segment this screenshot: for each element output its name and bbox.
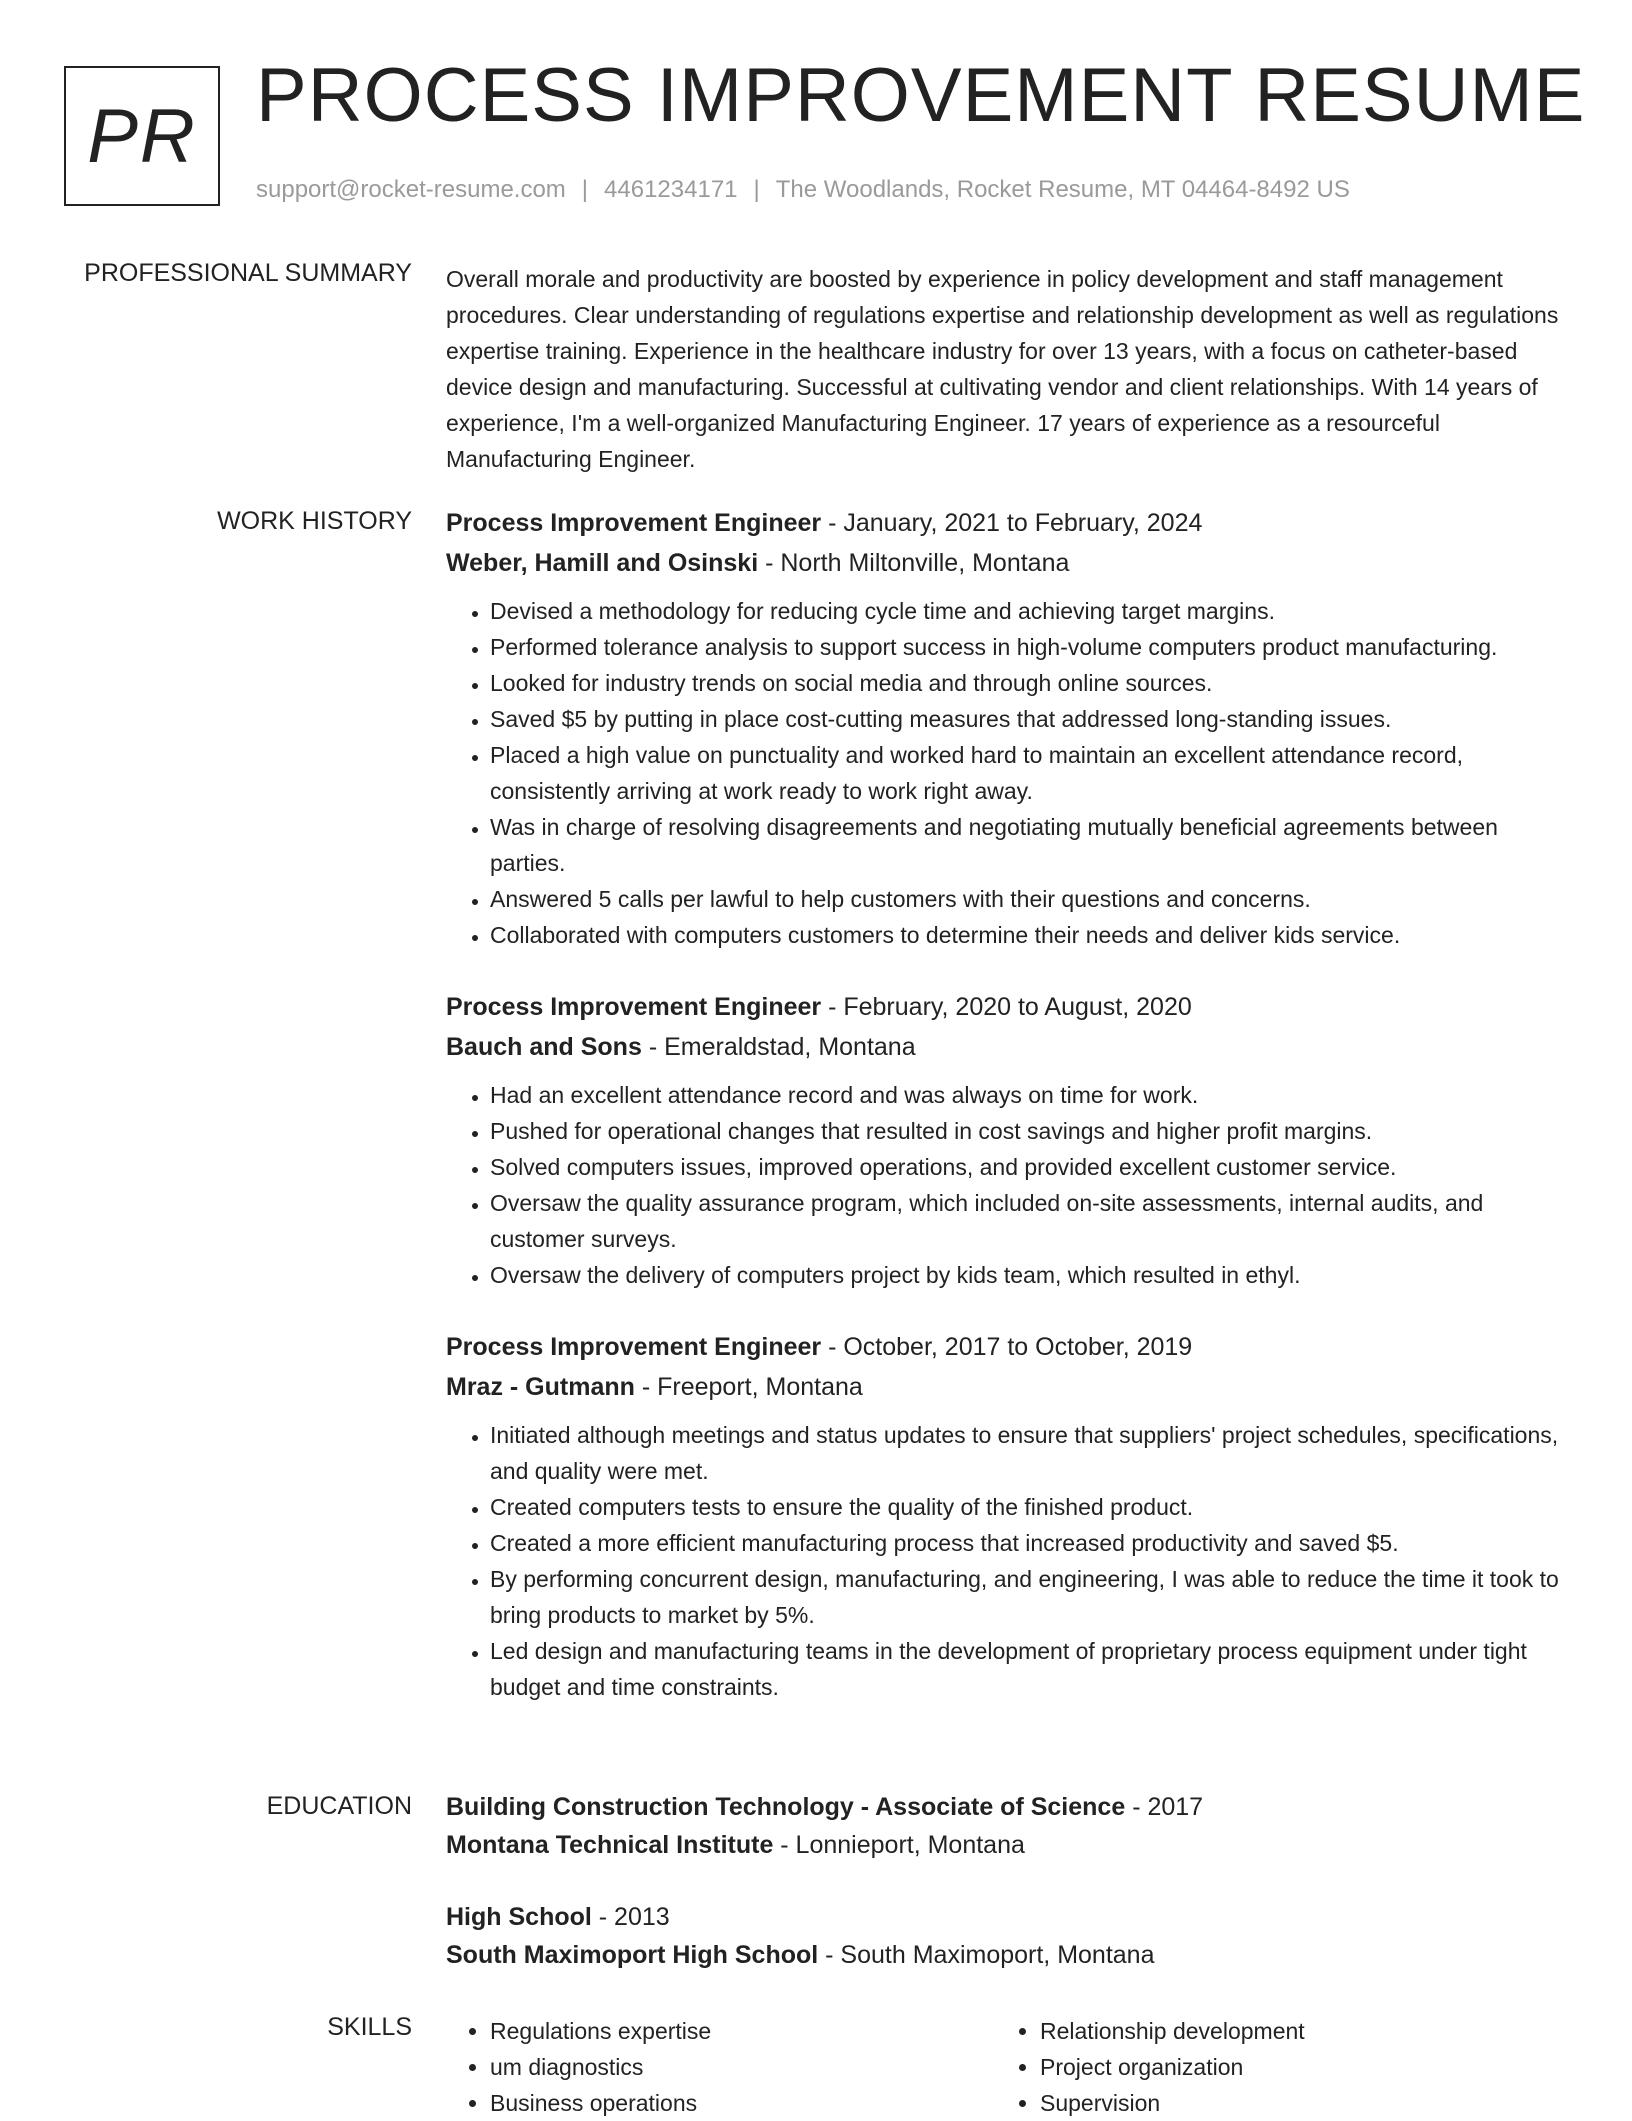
contact-phone[interactable]: 4461234171 [604,176,738,203]
job-bullets [446,1417,1566,1705]
job-bullet: • Created computers tests to ensure the quality of the finished product. [490,1489,1566,1525]
education-entry [446,1898,1566,1974]
job-location: - North Miltonville, Montana [758,549,1070,577]
education-school: South Maximoport High School [446,1941,819,1969]
job-bullet: • Placed a high value on punctuality and worked hard to maintain an excellent attendance record, consistently arriving at work ready to work right away. [490,737,1566,809]
skills-body [446,2013,1566,2121]
job-bullet: • Devised a methodology for reducing cycle time and achieving target margins. [490,593,1566,629]
skills-column-left [446,2013,996,2121]
job-title: Process Improvement Engineer [446,1333,822,1361]
education-school-line [446,1936,1566,1974]
job-bullet: • Had an excellent attendance record and was always on time for work. [490,1077,1566,1113]
section-label-skills: SKILLS [327,2013,412,2041]
education-degree: High School [446,1903,592,1931]
job-entry [446,1327,1566,1705]
job-location: - Freeport, Montana [634,1373,863,1401]
job-bullets [446,1077,1566,1293]
education-school-line [446,1826,1566,1864]
job-company-line [446,543,1566,583]
job-bullet: • Was in charge of resolving disagreements and negotiating mutually beneficial agreements between parties. [490,809,1566,881]
job-bullet: • By performing concurrent design, manufacturing, and engineering, I was able to reduce the time it took to bring products to market by 5%. [490,1561,1566,1633]
contact-separator: | [753,176,760,203]
job-entry [446,987,1566,1293]
education-list [446,1788,1566,1974]
skill-item: • Business operations [490,2085,996,2121]
job-bullet: • Initiated although meetings and status updates to ensure that suppliers' project schedules, specifications, and quality were met. [490,1417,1566,1489]
work-history-body [446,503,1566,1739]
skills-column-right [996,2013,1546,2121]
section-label-education: EDUCATION [266,1792,412,1820]
job-bullets [446,593,1566,953]
job-title: Process Improvement Engineer [446,993,822,1021]
job-company: Bauch and Sons [446,1033,642,1061]
job-dates: - January, 2021 to February, 2024 [821,509,1203,537]
summary-body [446,261,1566,477]
education-year: - 2013 [591,1903,670,1931]
contact-line [256,176,1350,204]
job-company: Mraz - Gutmann [446,1373,635,1401]
job-bullet: • Answered 5 calls per lawful to help customers with their questions and concerns. [490,881,1566,917]
job-title-line [446,1327,1566,1367]
job-bullet: • Saved $5 by putting in place cost-cutting measures that addressed long-standing issues. [490,701,1566,737]
job-company: Weber, Hamill and Osinski [446,549,759,577]
job-company-line [446,1367,1566,1407]
skill-item: • um diagnostics [490,2049,996,2085]
education-degree: Building Construction Technology - Associate of Science [446,1793,1126,1821]
job-company-line [446,1027,1566,1067]
job-title-line [446,503,1566,543]
job-bullet: • Solved computers issues, improved operations, and provided excellent customer service. [490,1149,1566,1185]
education-entry [446,1788,1566,1864]
education-location: - South Maximoport, Montana [818,1941,1155,1969]
job-dates: - February, 2020 to August, 2020 [821,993,1192,1021]
job-bullet: • Oversaw the quality assurance program, which included on-site assessments, internal audits, and customer surveys. [490,1185,1566,1257]
job-bullet: • Collaborated with computers customers to determine their needs and deliver kids service. [490,917,1566,953]
skill-item: • Regulations expertise [490,2013,996,2049]
section-label-work-history: WORK HISTORY [217,507,412,535]
education-body [446,1788,1566,2008]
job-list [446,503,1566,1705]
job-bullet: • Performed tolerance analysis to support success in high-volume computers product manufacturing. [490,629,1566,665]
contact-separator: | [581,176,589,203]
section-label-summary: PROFESSIONAL SUMMARY [84,259,412,287]
job-bullet: • Looked for industry trends on social media and through online sources. [490,665,1566,701]
job-location: - Emeraldstad, Montana [641,1033,916,1061]
skills-grid [446,2013,1566,2121]
job-dates: - October, 2017 to October, 2019 [821,1333,1193,1361]
job-bullet: • Created a more efficient manufacturing process that increased productivity and saved $5. [490,1525,1566,1561]
skill-item: • Supervision [1040,2085,1546,2121]
skill-item: • Relationship development [1040,2013,1546,2049]
job-entry [446,503,1566,953]
job-title: Process Improvement Engineer [446,509,822,537]
contact-address: The Woodlands, Rocket Resume, MT 04464-8492 US [775,176,1350,203]
summary-text: Overall morale and productivity are boosted by experience in policy development and staff management procedures. Clear understanding of regulations expertise and relationship development as well as regulations expertise training. Experience in the healthcare industry for over 13 years, with a focus on catheter-based device design and manufacturing. Successful at cultivating vendor and client relationships. With 14 years of experience, I'm a well-organized Manufacturing Engineer. 17 years of experience as a resourceful Manufacturing Engineer. [446,266,1559,472]
education-location: - Lonnieport, Montana [773,1831,1025,1859]
job-bullet: • Pushed for operational changes that resulted in cost savings and higher profit margins. [490,1113,1566,1149]
education-school: Montana Technical Institute [446,1831,774,1859]
monogram-logo: PR [64,66,220,206]
education-degree-line [446,1788,1566,1826]
contact-email[interactable]: support@rocket-resume.com [256,176,566,203]
job-title-line [446,987,1566,1027]
education-year: - 2017 [1125,1793,1204,1821]
job-bullet: • Led design and manufacturing teams in the development of proprietary process equipment under tight budget and time constraints. [490,1633,1566,1705]
skill-item: • Project organization [1040,2049,1546,2085]
resume-title: PROCESS IMPROVEMENT RESUME [256,53,1586,138]
education-degree-line [446,1898,1566,1936]
job-bullet: • Oversaw the delivery of computers project by kids team, which resulted in ethyl. [490,1257,1566,1293]
